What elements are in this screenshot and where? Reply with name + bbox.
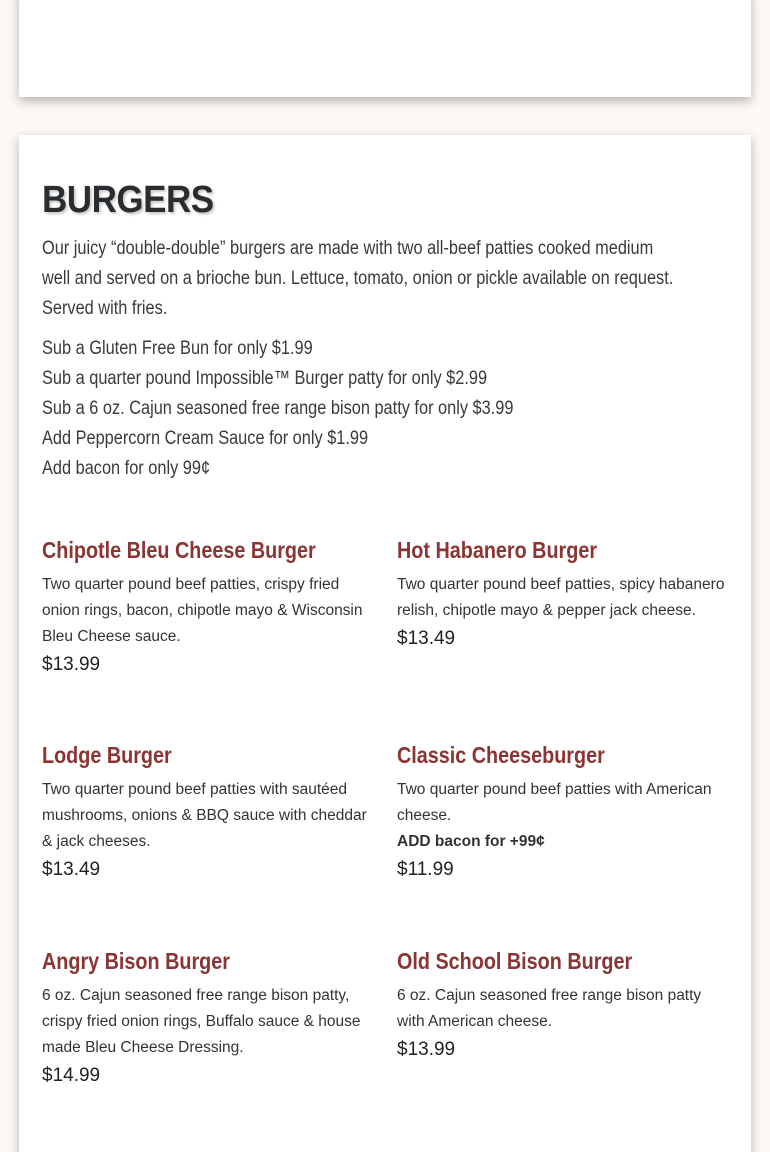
menu-item-hot-habanero-burger <box>397 535 727 652</box>
addon-item: Sub a quarter pound Impossible™ Burger patty for only $2.99 <box>42 368 488 389</box>
section-title: BURGERS <box>42 179 214 221</box>
menu-item-description: Two quarter pound beef patties with sautéed mushrooms, onions & BBQ sauce with cheddar & jack cheeses. <box>42 781 367 850</box>
menu-item-old-school-bison-burger <box>397 946 727 1063</box>
menu-item-chipotle-bleu-cheese-burger <box>42 535 372 678</box>
menu-item-classic-cheeseburger <box>397 740 727 883</box>
menu-item-price: $13.99 <box>42 654 101 675</box>
menu-item-name: Hot Habanero Burger <box>397 537 598 563</box>
section-intro: Our juicy “double-double” burgers are made with two all-beef patties cooked medium well and served on a brioche bun. Lettuce, tomato, onion or pickle available on request. Served with fries. <box>42 238 674 319</box>
menu-item-price: $11.99 <box>397 859 454 880</box>
menu-item-price: $13.49 <box>397 628 456 649</box>
previous-section-card <box>19 0 751 97</box>
menu-item-name: Old School Bison Burger <box>397 948 633 974</box>
menu-item-description: Two quarter pound beef patties, spicy habanero relish, chipotle mayo & pepper jack cheese. <box>397 576 725 619</box>
addon-item: Sub a 6 oz. Cajun seasoned free range bison patty for only $3.99 <box>42 398 514 419</box>
menu-item-price: $13.49 <box>42 859 101 880</box>
menu-item-lodge-burger <box>42 740 372 883</box>
menu-item-name: Chipotle Bleu Cheese Burger <box>42 537 316 563</box>
menu-item-description: Two quarter pound beef patties, crispy fried onion rings, bacon, chipotle mayo & Wisconsin Bleu Cheese sauce. <box>42 576 363 645</box>
addon-list <box>42 334 590 484</box>
menu-item-description: 6 oz. Cajun seasoned free range bison patty with American cheese. <box>397 987 702 1030</box>
menu-item-name: Lodge Burger <box>42 742 172 768</box>
addon-item: Add Peppercorn Cream Sauce for only $1.99 <box>42 428 369 449</box>
addon-item: Sub a Gluten Free Bun for only $1.99 <box>42 338 313 359</box>
menu-item-description: Two quarter pound beef patties with American cheese. <box>397 781 712 824</box>
menu-item-angry-bison-burger <box>42 946 372 1089</box>
burgers-section-card <box>19 135 751 1152</box>
menu-item-price: $13.99 <box>397 1039 456 1060</box>
menu-item-name: Classic Cheeseburger <box>397 742 605 768</box>
menu-item-description: 6 oz. Cajun seasoned free range bison patty, crispy fried onion rings, Buffalo sauce & house made Bleu Cheese Dressing. <box>42 987 361 1056</box>
menu-item-addon-note: ADD bacon for +99¢ <box>397 833 545 850</box>
menu-item-price: $14.99 <box>42 1065 101 1086</box>
addon-item: Add bacon for only 99¢ <box>42 458 211 479</box>
menu-item-name: Angry Bison Burger <box>42 948 230 974</box>
